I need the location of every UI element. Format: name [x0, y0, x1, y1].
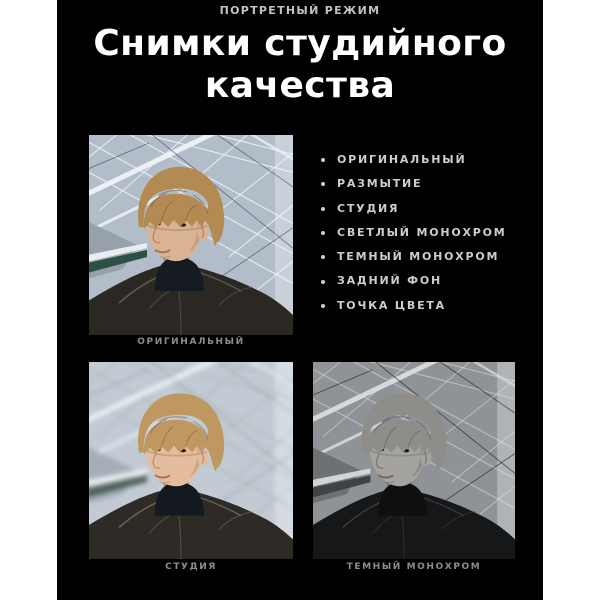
portrait-studio-image: [89, 362, 293, 559]
list-item-dark-monochrome: ТЕМНЫЙ МОНОХРОМ: [337, 245, 507, 269]
photo-dark-monochrome: [313, 362, 515, 559]
list-item-blur: РАЗМЫТИЕ: [337, 172, 507, 196]
list-item-studio: СТУДИЯ: [337, 197, 507, 221]
photo-original-caption: ОРИГИНАЛЬНЫЙ: [137, 337, 245, 347]
list-item-backdrop: ЗАДНИЙ ФОН: [337, 269, 507, 293]
page-title-line1: Снимки студийного: [93, 23, 507, 64]
list-item-color-point: ТОЧКА ЦВЕТА: [337, 294, 507, 318]
photo-studio-caption: СТУДИЯ: [165, 562, 217, 572]
portrait-effects-list: [337, 148, 507, 318]
page-title: [57, 23, 543, 107]
list-item-light-monochrome: СВЕТЛЫЙ МОНОХРОМ: [337, 221, 507, 245]
list-item-original: ОРИГИНАЛЬНЫЙ: [337, 148, 507, 172]
photo-original: [89, 135, 293, 335]
photo-studio: [89, 362, 293, 559]
eyebrow-label: ПОРТРЕТНЫЙ РЕЖИМ: [219, 4, 381, 17]
page-title-line2: качества: [204, 65, 396, 106]
photo-dark-monochrome-caption: ТЕМНЫЙ МОНОХРОМ: [346, 562, 482, 572]
promo-panel: [57, 0, 543, 600]
portrait-original-image: [89, 135, 293, 335]
portrait-dark-monochrome-image: [313, 362, 515, 559]
